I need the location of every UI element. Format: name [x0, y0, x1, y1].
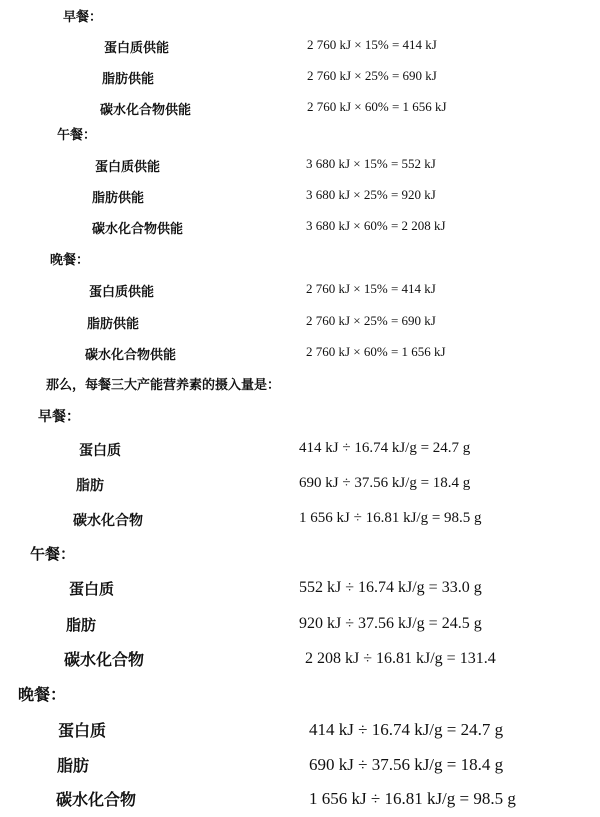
energy-dinner-carb-label: 碳水化合物供能	[85, 348, 177, 363]
intake-lunch-fat-calc: 920 kJ ÷ 37.56 kJ/g = 24.5 g	[299, 615, 482, 632]
intake-dinner-protein-calc: 414 kJ ÷ 16.74 kJ/g = 24.7 g	[309, 720, 504, 739]
energy-lunch-protein-label: 蛋白质供能	[95, 160, 161, 175]
intake-dinner-heading: 晚餐：	[18, 685, 67, 704]
intake-breakfast-protein-label: 蛋白质	[79, 443, 121, 459]
intake-breakfast-carb-label: 碳水化合物	[73, 513, 143, 529]
energy-breakfast-carb-label: 碳水化合物供能	[100, 103, 192, 118]
intake-dinner-fat-calc: 690 kJ ÷ 37.56 kJ/g = 18.4 g	[309, 755, 504, 774]
energy-breakfast-fat-label: 脂肪供能	[102, 72, 155, 87]
intake-dinner-protein-label: 蛋白质	[58, 721, 107, 740]
intake-dinner-carb-calc: 1 656 kJ ÷ 16.81 kJ/g = 98.5 g	[309, 789, 516, 808]
intake-lunch-heading: 午餐：	[30, 545, 76, 563]
intake-breakfast-heading: 早餐：	[38, 409, 80, 425]
intake-dinner-carb-label: 碳水化合物	[56, 790, 137, 809]
intake-lunch-carb-label: 碳水化合物	[64, 650, 145, 669]
intake-breakfast-fat-label: 脂肪	[76, 478, 104, 494]
energy-dinner-protein-calc: 2 760 kJ × 15% = 414 kJ	[306, 281, 436, 296]
energy-dinner-fat-calc: 2 760 kJ × 25% = 690 kJ	[306, 313, 436, 328]
intake-breakfast-protein-calc: 414 kJ ÷ 16.74 kJ/g = 24.7 g	[299, 440, 471, 456]
intake-dinner-fat-label: 脂肪	[57, 756, 90, 775]
energy-breakfast-protein-label: 蛋白质供能	[104, 41, 170, 56]
energy-dinner-carb-calc: 2 760 kJ × 60% = 1 656 kJ	[306, 344, 446, 359]
energy-lunch-protein-calc: 3 680 kJ × 15% = 552 kJ	[306, 156, 436, 171]
energy-dinner-heading: 晚餐：	[50, 253, 90, 268]
energy-lunch-heading: 午餐：	[57, 128, 97, 143]
energy-breakfast-heading: 早餐：	[63, 10, 103, 25]
energy-breakfast-protein-calc: 2 760 kJ × 15% = 414 kJ	[307, 37, 437, 52]
intake-lunch-fat-label: 脂肪	[66, 616, 97, 634]
intake-lunch-carb-calc: 2 208 kJ ÷ 16.81 kJ/g = 131.4	[305, 650, 496, 667]
intake-breakfast-carb-calc: 1 656 kJ ÷ 16.81 kJ/g = 98.5 g	[299, 510, 482, 526]
energy-lunch-carb-calc: 3 680 kJ × 60% = 2 208 kJ	[306, 218, 446, 233]
energy-lunch-fat-label: 脂肪供能	[92, 191, 145, 206]
summary-sentence: 那么，每餐三大产能营养素的摄入量是：	[46, 378, 281, 393]
energy-dinner-protein-label: 蛋白质供能	[89, 285, 155, 300]
energy-lunch-fat-calc: 3 680 kJ × 25% = 920 kJ	[306, 187, 436, 202]
intake-lunch-protein-label: 蛋白质	[69, 580, 115, 598]
energy-breakfast-carb-calc: 2 760 kJ × 60% = 1 656 kJ	[307, 99, 447, 114]
energy-breakfast-fat-calc: 2 760 kJ × 25% = 690 kJ	[307, 68, 437, 83]
energy-lunch-carb-label: 碳水化合物供能	[92, 222, 184, 237]
intake-lunch-protein-calc: 552 kJ ÷ 16.74 kJ/g = 33.0 g	[299, 579, 482, 596]
energy-dinner-fat-label: 脂肪供能	[87, 317, 140, 332]
intake-breakfast-fat-calc: 690 kJ ÷ 37.56 kJ/g = 18.4 g	[299, 475, 471, 491]
